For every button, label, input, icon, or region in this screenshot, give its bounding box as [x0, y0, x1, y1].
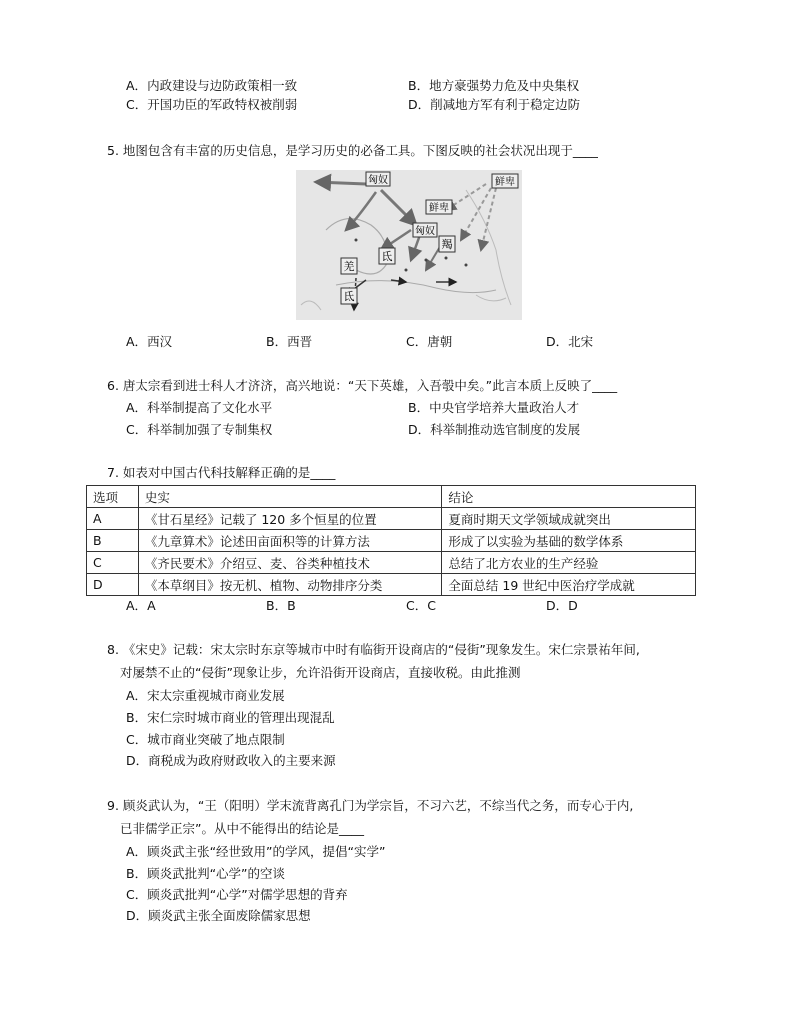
table-header-row [87, 486, 696, 508]
q9-stem-line-2: 已非儒学正宗”。从中不能得出的结论是____ [120, 821, 364, 836]
table-header-option: 选项 [87, 486, 139, 508]
q9-stem-line-1: 9. 顾炎武认为，“王（阳明）学末流背离孔门为学宗旨，不习六艺，不综当代之务，而专心于内, [107, 798, 634, 813]
q9-option-c: C．顾炎武批判“心学”对儒学思想的背弃 [126, 887, 348, 902]
q8-option-b: B．宋仁宗时城市商业的管理出现混乱 [126, 710, 335, 725]
table-cell: 《本草纲目》按无机、植物、动物排序分类 [138, 574, 442, 596]
table-cell: 夏商时期天文学领域成就突出 [442, 508, 696, 530]
q9-option-d: D．顾炎武主张全面废除儒家思想 [126, 908, 311, 923]
q6-option-a: A．科举制提高了文化水平 [126, 400, 273, 415]
table-cell: 《齐民要术》介绍豆、麦、谷类种植技术 [138, 552, 442, 574]
q7-option-d: D．D [546, 598, 578, 613]
table-cell: C [87, 552, 139, 574]
science-table [86, 485, 696, 596]
q6-stem: 6. 唐太宗看到进士科人才济济，高兴地说：“天下英雄，入吾彀中矣。”此言本质上反映了____ [107, 378, 618, 393]
q8-option-c: C．城市商业突破了地点限制 [126, 732, 285, 747]
table-cell: B [87, 530, 139, 552]
q8-option-a: A．宋太宗重视城市商业发展 [126, 688, 285, 703]
q8-stem-line-2: 对屡禁不止的“侵街”现象让步，允许沿街开设商店，直接收税。由此推测 [120, 665, 521, 680]
table-row [87, 552, 696, 574]
q6-option-b: B．中央官学培养大量政治人才 [408, 400, 580, 415]
map-label-xiongnu-top: 匈奴 [368, 175, 388, 186]
map-label-qiang: 羌 [343, 260, 355, 273]
table-cell: 总结了北方农业的生产经验 [442, 552, 696, 574]
q9-option-a: A．顾炎武主张“经世致用”的学风，提倡“实学” [126, 844, 386, 859]
q4-option-b: B．地方豪强势力危及中央集权 [408, 78, 580, 93]
table-cell: A [87, 508, 139, 530]
q7-option-a: A．A [126, 598, 156, 613]
q5-stem: 5. 地图包含有丰富的历史信息，是学习历史的必备工具。下图反映的社会状况出现于____ [107, 143, 598, 158]
table-row [87, 574, 696, 596]
table-cell: 全面总结 19 世纪中医治疗学成就 [442, 574, 696, 596]
q5-option-a: A．西汉 [126, 334, 173, 349]
map-label-xiongnu-mid: 匈奴 [415, 226, 435, 237]
map-label-di-mid: 氐 [381, 250, 393, 263]
q7-option-c: C．C [406, 598, 436, 613]
q4-option-c: C．开国功臣的军政特权被削弱 [126, 97, 298, 112]
table-header-conclusion: 结论 [442, 486, 696, 508]
q7-stem: 7. 如表对中国古代科技解释正确的是____ [107, 465, 336, 480]
map-label-xianbei-mid: 鲜卑 [429, 203, 449, 214]
map-label-jie: 羯 [441, 238, 453, 251]
q5-option-c: C．唐朝 [406, 334, 453, 349]
q5-option-b: B．西晋 [266, 334, 313, 349]
migration-map-svg [296, 170, 522, 320]
table-header-fact: 史实 [138, 486, 442, 508]
table-cell: 形成了以实验为基础的数学体系 [442, 530, 696, 552]
migration-map [296, 170, 522, 320]
q8-stem-line-1: 8. 《宋史》记载：宋太宗时东京等城市中时有临街开设商店的“侵街”现象发生。宋仁宗景祐年间, [107, 642, 640, 657]
table-cell: D [87, 574, 139, 596]
q6-option-c: C．科举制加强了专制集权 [126, 422, 273, 437]
q4-option-a: A．内政建设与边防政策相一致 [126, 78, 298, 93]
table-row [87, 530, 696, 552]
q4-option-d: D．削减地方军有利于稳定边防 [408, 97, 581, 112]
map-label-xianbei-right: 鲜卑 [495, 177, 515, 188]
q9-option-b: B．顾炎武批判“心学”的空谈 [126, 866, 286, 881]
q6-option-d: D．科举制推动选官制度的发展 [408, 422, 581, 437]
table-cell: 《甘石星经》记载了 120 多个恒星的位置 [138, 508, 442, 530]
q8-option-d: D．商税成为政府财政收入的主要来源 [126, 753, 336, 768]
table-cell: 《九章算术》论述田亩面积等的计算方法 [138, 530, 442, 552]
q5-option-d: D．北宋 [546, 334, 594, 349]
table-row [87, 508, 696, 530]
map-label-di-bottom: 氐 [343, 290, 355, 303]
q7-option-b: B．B [266, 598, 296, 613]
